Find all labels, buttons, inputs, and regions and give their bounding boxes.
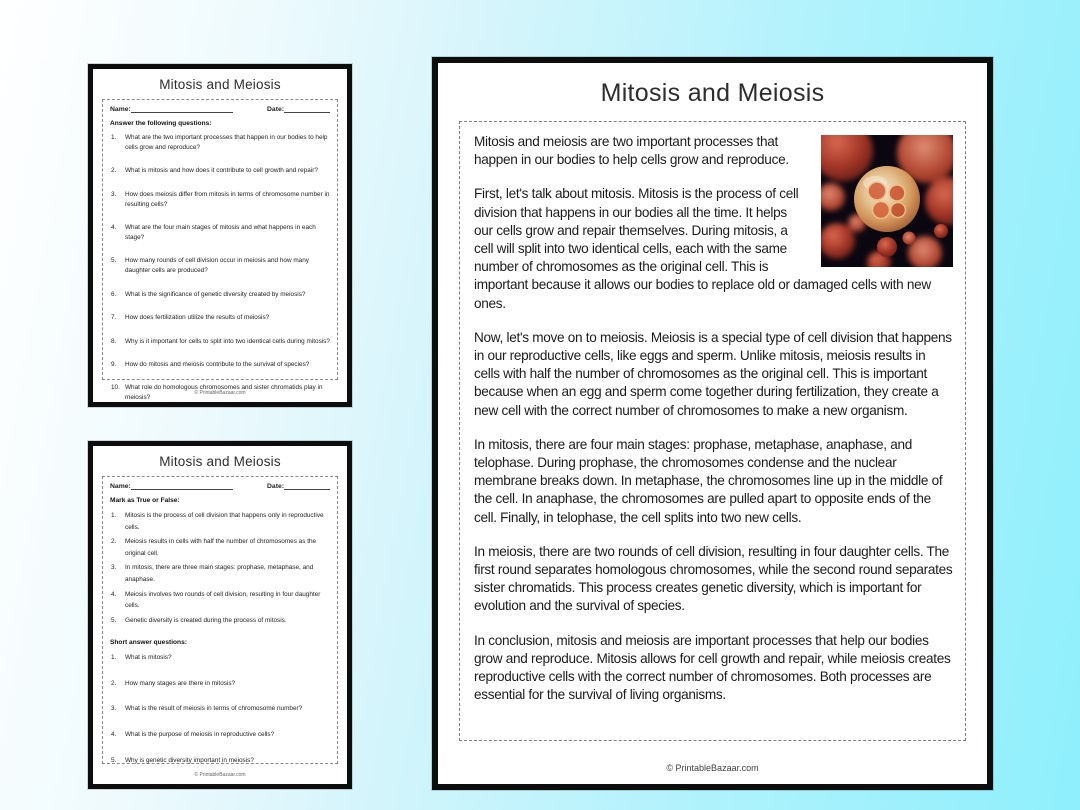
- instructions-heading: Answer the following questions:: [110, 120, 212, 127]
- cells-3d-illustration-image: [821, 135, 953, 267]
- passage-paragraph: Mitosis and meiosis are two important processes that happen in our bodies to help cells grow and reproduce.: [474, 134, 789, 168]
- short-answer-item: What is the purpose of meiosis in reproductive cells?: [125, 731, 275, 739]
- copyright-footer: © PrintableBazaar.com: [194, 772, 246, 778]
- passage-paragraph: In meiosis, there are two rounds of cell division, resulting in four daughter cells. The first round separates homologous chromosomes, while the second round separates sister chromatids. This process creates genetic diversity, which is important for evolution and the survival of species.: [474, 543, 953, 614]
- name-date-row: [110, 483, 330, 490]
- true-false-item: Meiosis involves two rounds of cell division, resulting in four daughter cells.: [125, 590, 321, 610]
- name-date-row: [110, 106, 330, 113]
- passage-paragraph: In mitosis, there are four main stages: prophase, metaphase, anaphase, and telophase. During prophase, the chromosomes condense and the nuclear membrane breaks down. In metaphase, the chromosomes line up in the middle of the cell. In anaphase, the chromosomes are pulled apart to opposite ends of the cell. Finally, in telophase, the cell splits into two new cells.: [474, 436, 943, 525]
- short-answer-list: [110, 653, 330, 767]
- question-item: What are the two important processes that happen in our bodies to help cells grow and reproduce?: [125, 134, 328, 151]
- true-false-item: In mitosis, there are three main stages: prophase, metaphase, and anaphase.: [125, 564, 314, 584]
- worksheet-questions-page: [88, 64, 352, 407]
- passage-content-box: [459, 121, 966, 741]
- question-item: What is the significance of genetic diversity created by meiosis?: [125, 290, 306, 298]
- worksheet-true-false-page: [88, 441, 352, 789]
- worksheet-content-box: [102, 476, 338, 764]
- passage-paragraph: In conclusion, mitosis and meiosis are important processes that help our bodies grow and reproduce. Mitosis allows for cell growth and repair, while meiosis creates reproductive cells with the correct number of chromosomes. Both processes are essential for the survival of living organisms.: [474, 632, 951, 703]
- worksheet-title: Mitosis and Meiosis: [159, 77, 281, 92]
- question-item: Why is it important for cells to split into two identical cells during mitosis?: [125, 337, 330, 345]
- true-false-item: Meiosis results in cells with half the number of chromosomes as the original cell.: [125, 538, 317, 558]
- true-false-list: [110, 510, 330, 627]
- copyright-footer: © PrintableBazaar.com: [666, 763, 759, 773]
- date-label: Date:: [267, 106, 284, 113]
- short-answer-item: What is the result of meiosis in terms of chromosome number?: [125, 705, 303, 713]
- worksheet-title: Mitosis and Meiosis: [159, 454, 281, 469]
- question-item: How does meiosis differ from mitosis in terms of chromosome number in resulting cells?: [125, 190, 330, 208]
- name-label: Name:: [110, 483, 131, 490]
- question-item: How do mitosis and meiosis contribute to the survival of species?: [125, 361, 310, 369]
- question-item: What is mitosis and how does it contribute to cell growth and repair?: [125, 167, 318, 175]
- date-label: Date:: [267, 483, 284, 490]
- date-blank-line: [284, 106, 330, 113]
- true-false-item: Mitosis is the process of cell division that happens only in reproductive cells.: [125, 512, 324, 531]
- name-label: Name:: [110, 106, 131, 113]
- name-blank-line: [131, 483, 233, 490]
- date-blank-line: [284, 483, 330, 490]
- copyright-footer: © PrintableBazaar.com: [194, 390, 246, 396]
- reading-passage-page: [432, 57, 993, 790]
- short-answer-item: What is mitosis?: [125, 653, 172, 661]
- question-list: [110, 133, 330, 403]
- question-item: What role do homologous chromosomes and sister chromatids play in meiosis?: [125, 384, 323, 402]
- page-title: Mitosis and Meiosis: [600, 79, 825, 107]
- question-item: What are the four main stages of mitosis and what happens in each stage?: [125, 224, 316, 242]
- question-item: How does fertilization utilize the results of meiosis?: [125, 314, 270, 322]
- short-answer-item: How many stages are there in mitosis?: [125, 679, 236, 687]
- true-false-item: Genetic diversity is created during the process of mitosis.: [125, 616, 287, 624]
- short-answer-heading: Short answer questions:: [110, 638, 187, 646]
- name-blank-line: [131, 106, 233, 113]
- question-item: How many rounds of cell division occur in meiosis and how many daughter cells are produced?: [125, 257, 309, 275]
- passage-paragraph: Now, let's move on to meiosis. Meiosis is a special type of cell division that happens in our reproductive cells, like eggs and sperm. Unlike mitosis, meiosis results in cells with half the number of chromosomes as the original cell. This is important because when an egg and sperm come together during fertilization, they create a new cell with the correct number of chromosomes to make a new organism.: [474, 329, 952, 418]
- true-false-heading: Mark as True or False:: [110, 497, 180, 504]
- passage-paragraph: First, let's talk about mitosis. Mitosis is the process of cell division that happens in our bodies all the time. It helps our cells grow and repair themselves. During mitosis, a cell will split into two identical cells, each with the same number of chromosomes as the original cell. This is important because it allows our bodies to replace old or damaged cells with new ones.: [474, 186, 931, 311]
- short-answer-item: Why is genetic diversity important in meiosis?: [125, 757, 254, 765]
